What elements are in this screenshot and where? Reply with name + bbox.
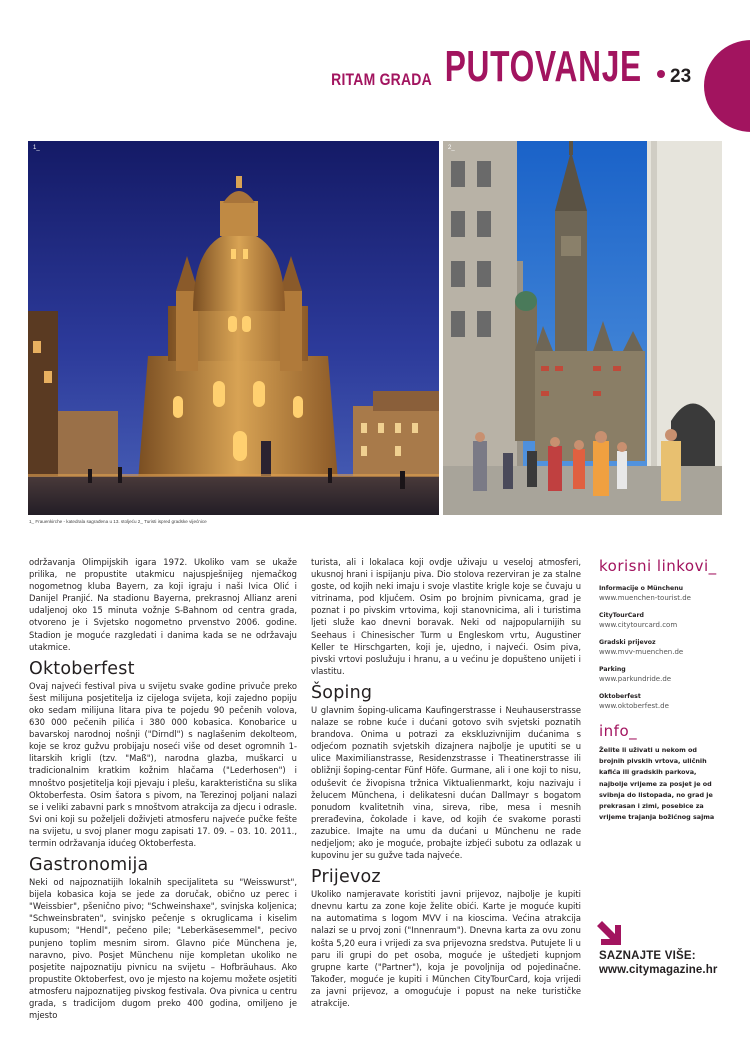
link-title: Parking [599, 666, 626, 673]
arrow-down-right-icon [597, 921, 623, 947]
section-label: RITAM GRADA [331, 70, 432, 89]
rathaus-illustration [443, 141, 722, 515]
link-item[interactable] [599, 666, 724, 684]
link-title: Informacije o Münchenu [599, 585, 684, 592]
photo-number: 2_ [448, 145, 455, 151]
link-title: Gradski prijevoz [599, 639, 656, 646]
bullet-dot [657, 70, 665, 78]
info-text: Želite li uživati u nekom od brojnih pivskih vrtova, uličnih kafića ili gradskih parkova, najbolje vrijeme za posjet je od svibnja do listopada, no grad je prekrasan i zimi, posebice za vrijeme trajanja božićnog sajma [599, 746, 715, 822]
link-title: Oktoberfest [599, 693, 641, 700]
heading-soping: Šoping [311, 682, 373, 703]
paragraph: U glavnim šoping-ulicama Kaufingerstrasse i Neuhauserstrasse nalaze se robne kuće i dućani gotovo svih svjetski poznatih brandova. Onima u potrazi za ekskluzivnijim dućanima s odjećom poznatih svjetskih dizajnera najbolje je uputiti se u ulice Maximilianstrasse, Residenzstrasse i Theatinerstrasse ili obližnji šoping-centar Fünf Höfe. Gurmane, ali i one koji to nisu, oduševit će živopisna tržnica Viktualienmarkt, koju nazivaju i želucem Münchena, i delikatesni dućan Dallmayr s bogatom ponudom kvalitetnih vina, sireva, ribe, mesa i mesnih prerađevina, čokolade i kave, od kojih će svakome porasti zazubice. Imajte na umu da dućani u Münchenu ne rade nedjeljom; ako je moguće, probajte izbjeći subotu za odlazak u kupovinu jer su gužve tada najveće. [311, 704, 581, 861]
frauenkirche-illustration [28, 141, 439, 515]
link-url[interactable]: www.oktoberfest.de [599, 702, 669, 710]
link-url[interactable]: www.citytourcard.com [599, 621, 678, 629]
paragraph: turista, ali i lokalaca koji ovdje uživaju u veseloj atmosferi, ukusnoj hrani i ispijanju piva. Dio stolova rezerviran je za stalne goste, od kojih neki imaju i svoje vlastite krigle koje se čuvaju u vitrinama, pod ključem. Osim po brojnim pivnicama, grad je poznat i po pivskim vrtovima, koji stanovnicima, ali i turistima ljeti služe kao dnevni boravak. Neki od najpopularnijih su Seehaus i Chinesischer Turm u Engleskom vrtu, Augustiner Keller te Hirschgarten, koji je, ujedno, i najveći. Osim piva, pivski vrtovi poslužuju i hranu, a u većinu je dopušteno unijeti i vlastitu. [311, 557, 581, 676]
link-item[interactable] [599, 693, 724, 711]
heading-gastronomija: Gastronomija [29, 855, 149, 876]
link-item[interactable] [599, 612, 724, 630]
photo-caption: 1_ Frauenkirche - katedrala sagrađena u 13. stoljeću 2_ Turisti ispred gradske vijećnice [29, 519, 207, 524]
photo-rathaus [443, 141, 722, 515]
link-item[interactable] [599, 639, 724, 657]
more-label: SAZNAJTE VIŠE: [599, 950, 696, 962]
paragraph: održavanja Olimpijskih igara 1972. Ukoliko vam se ukaže prilika, ne propustite utakmicu najuspješnijeg njemačkog nogometnog kluba Bayern, za koji igraju i naši Ivica Olić i Danijel Pranjić. Na stadionu Bayerna, prekrasnoj Allianz areni udaljenoj oko 15 minuta vožnje S-Bahnom od centra grada, otvoreno je i Svjetsko nogometno prvenstvo 2006. godine. Stadion je moguće razgledati i danima kada se ne održavaju utakmice. [29, 557, 297, 652]
more-url[interactable]: www.citymagazine.hr [599, 964, 718, 976]
link-item[interactable] [599, 585, 724, 603]
paragraph: Ukoliko namjeravate koristiti javni prijevoz, najbolje je kupiti dnevnu kartu za zone koje želite obići. Karte je moguće kupiti na automatima s logom MVV i na kioscima. Većina atrakcija nalazi se u prvoj zoni ("Innenraum"). Dnevna karta za ovu zonu košta 5,20 eura i vrijedi za sva prijevozna sredstva. Putujete li u paru ili grupi do pet osoba, moguće je uštedjeti kupnjom grupne karte ("Partner"), koja je povoljnija od pojedinačne. Također, moguće je kupiti i München CityTourCard, koja vrijedi za javni prijevoz, a omogućuje i popust na neke turističke atrakcije. [311, 889, 581, 1008]
page-number: 23 [670, 66, 692, 87]
link-title: CityTourCard [599, 612, 644, 619]
photo-frauenkirche [28, 141, 439, 515]
paragraph: Neki od najpoznatijih lokalnih specijaliteta su "Weisswurst", bijela kobasica koja se jede za doručak, obično uz perec i "Weissbier", pšenično pivo; "Schweinshaxe", svinjska koljenica; "Schweinsbraten", svinjsko pečenje s okruglicama i kiselim kupusom; "Hendl", pečeno pile; "Leberkäsesemmel", pecivo punjeno toplim mesnim sirom. Glavno piće Münchena je, naravno, pivo. Posjet Münchenu nije kompletan ukoliko ne posjetite najpoznatiju pivnicu na svijetu – Hofbräuhaus. Ako propustite Oktoberfest, ovo je mjesto na kojemu možete osjetiti atmosferu najpoznatijeg pivskog festivala. Ova pivnica u centru grada, s tradicijom dugom preko 400 godina, omiljeno je mjesto [29, 877, 297, 1021]
paragraph: Ovaj najveći festival piva u svijetu svake godine privuče preko šest milijuna posjetitelja iz cijeloga svijeta, koji zajedno popiju oko sedam milijuna litara piva te pojedu 90 pečenih volova, 630 000 pečenih pilića i 380 000 kobasica. Konobarice u bavarskoj narodnoj nošnji ("Dirndl") s naglašenim dekolteom, koje se kroz gužvu probijaju noseći više od deset ogromnih 1-litarskih krigli (tzv. "Maß"), narodna glazba, muškarci u tradicionalnim kratkim kožnim hlačama ("Lederhosen") i mnoštvo posjetitelja koji pjevaju i plešu, karakteristična su slika Oktoberfesta. Osim šatora s pivom, na Terezinoj poljani nalazi se i veliki zabavni park s mnoštvom atrakcija za djecu i odrasle. Svi oni koji su poželjeli doživjeti atmosferu najveće pučke fešte na svijetu, u svoj planer mogu zapisati 17. 09. – 03. 10. 2011., termin održavanja idućeg Oktoberfesta. [29, 680, 297, 848]
link-url[interactable]: www.parkundride.de [599, 675, 672, 683]
sidebar [599, 556, 724, 823]
page-title: PUTOVANJE [444, 42, 642, 91]
article-column-2 [311, 556, 581, 1009]
heading-oktoberfest: Oktoberfest [29, 658, 135, 679]
article-column-1 [29, 556, 297, 1021]
links-heading: korisni linkovi_ [599, 557, 717, 575]
info-heading: info_ [599, 722, 638, 740]
photo-number: 1_ [33, 145, 40, 151]
decorative-disc [704, 40, 750, 132]
heading-prijevoz: Prijevoz [311, 867, 381, 888]
link-url[interactable]: www.mvv-muenchen.de [599, 648, 684, 656]
link-url[interactable]: www.muenchen-tourist.de [599, 594, 691, 602]
